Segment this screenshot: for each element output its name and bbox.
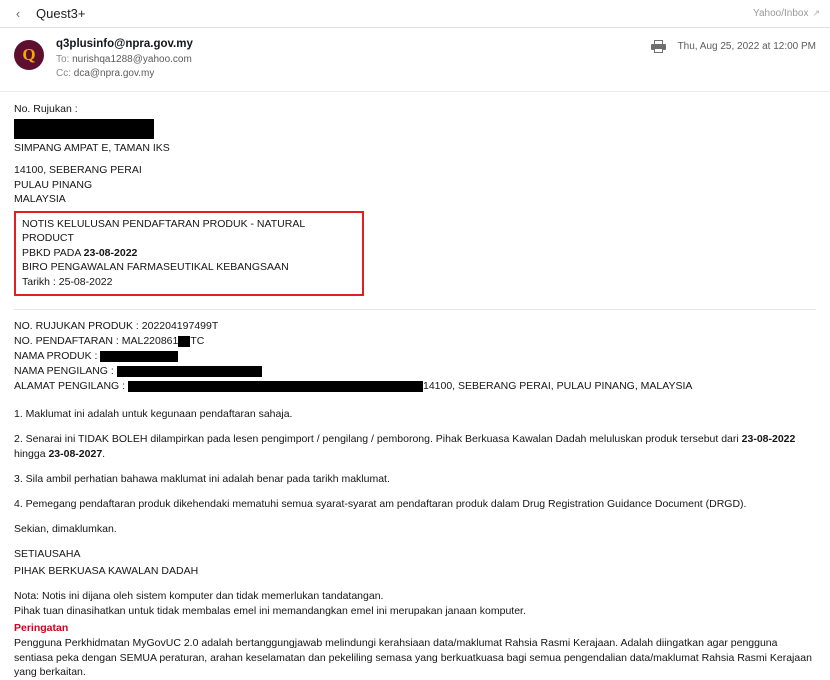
address-line-3: PULAU PINANG [14, 178, 93, 191]
note-line-2: Pihak tuan dinasihatkan untuk tidak membalas emel ini memandangkan emel ini merupakan janaan komputer. [14, 605, 526, 617]
mailbox-label: Yahoo/Inbox [753, 8, 809, 19]
paragraph-4: 4. Pemegang pendaftaran produk dikehendaki mematuhi semua syarat-syarat am pendaftaran produk dalam Drug Registration Guidance Document (DRGD). [14, 498, 747, 510]
notice-line-3: BIRO PENGAWALAN FARMASEUTIKAL KEBANGSAAN [22, 261, 289, 273]
paragraph-2-date-to: 23-08-2027 [48, 448, 103, 460]
detail-label-registration-no: NO. PENDAFTARAN : [14, 335, 122, 347]
redacted-registration-no [178, 336, 190, 347]
detail-row-product-ref [14, 319, 816, 334]
signature-line-1: SETIAUSAHA [14, 548, 81, 560]
header-actions [651, 40, 816, 53]
paragraph-2 [14, 432, 816, 462]
paragraph-2-mid: hingga [14, 448, 49, 460]
paragraph-1: 1. Maklumat ini adalah untuk kegunaan pendaftaran sahaja. [14, 408, 293, 420]
detail-row-manufacturer-address [14, 379, 816, 394]
notice-line-2-prefix: PBKD PADA [22, 246, 84, 259]
address-line-1: SIMPANG AMPAT E, TAMAN IKS [14, 141, 170, 154]
avatar-letter: Q [22, 45, 36, 64]
paragraph-2-post: . [102, 448, 106, 460]
detail-label-manufacturer-address: ALAMAT PENGILANG : [14, 380, 128, 392]
avatar [14, 40, 44, 70]
mailbox-indicator [753, 8, 820, 19]
cc-label: Cc: [56, 68, 71, 79]
sender-block [56, 38, 193, 81]
signature-line-2: PIHAK BERKUASA KAWALAN DADAH [14, 565, 199, 577]
message-body [0, 92, 830, 680]
detail-value-registration-no: MAL220861 [121, 335, 179, 347]
divider [14, 309, 816, 310]
address-line-2: 14100, SEBERANG PERAI [14, 164, 142, 176]
detail-label-product-ref: NO. RUJUKAN PRODUK : [14, 320, 142, 332]
detail-value-product-ref: 202204197499T [141, 320, 219, 332]
detail-row-manufacturer-name [14, 364, 816, 379]
reference-label: No. Rujukan : [14, 103, 78, 115]
message-timestamp: Thu, Aug 25, 2022 at 12:00 PM [677, 41, 816, 52]
top-bar [0, 0, 830, 28]
to-label: To: [56, 54, 70, 65]
notice-line-2-date: 23-08-2022 [83, 246, 138, 259]
redacted-manufacturer-name [117, 366, 262, 377]
warning-text: Pengguna Perkhidmatan MyGovUC 2.0 adalah bertanggungjawab melindungi kerahsiaan data/maklumat Rahsia Rasmi Kerajaan. Adalah diingatkan agar pengguna sentiasa peka dengan SEMUA peraturan, arahan keselamatan dan pekeliling semasa yang berkuatkuasa bagi semua pengendalian data/maklumat Rahsia Rasmi Kerajaan yang berkaitan. [14, 637, 812, 678]
redacted-manufacturer-address [128, 381, 423, 392]
detail-label-product-name: NAMA PRODUK : [14, 350, 101, 362]
warning-title: Peringatan [14, 622, 69, 634]
note-line-1: Nota: Notis ini dijana oleh sistem komputer dan tidak memerlukan tandatangan. [14, 590, 384, 602]
cc-value: dca@npra.gov.my [73, 68, 155, 79]
to-value: nurishqa1288@yahoo.com [72, 54, 192, 65]
detail-row-product-name [14, 349, 816, 364]
paragraph-2-date-from: 23-08-2022 [741, 433, 796, 445]
page-title: Quest3+ [36, 6, 86, 21]
detail-value-manufacturer-address-tail: 14100, SEBERANG PERAI, PULAU PINANG, MALAYSIA [422, 380, 693, 392]
notice-line-2 [22, 246, 356, 261]
approval-notice-box [14, 211, 364, 297]
to-line [56, 53, 193, 67]
message-header [0, 28, 830, 92]
detail-label-manufacturer-name: NAMA PENGILANG : [14, 365, 117, 377]
detail-row-registration-no [14, 334, 816, 349]
notice-line-1: NOTIS KELULUSAN PENDAFTARAN PRODUK - NATURAL PRODUCT [22, 217, 305, 244]
detail-value-registration-suffix: TC [190, 335, 205, 347]
address-line-4: MALAYSIA [14, 193, 66, 205]
notice-line-4: Tarikh : 25-08-2022 [22, 275, 113, 288]
sender-address: q3plusinfo@npra.gov.my [56, 38, 193, 50]
redacted-product-name [100, 351, 178, 362]
external-link-icon[interactable]: ↗ [812, 8, 820, 18]
paragraph-3: 3. Sila ambil perhatian bahawa maklumat ini adalah benar pada tarikh maklumat. [14, 473, 390, 485]
closing-line: Sekian, dimaklumkan. [14, 523, 117, 535]
paragraph-2-pre: 2. Senarai ini TIDAK BOLEH dilampirkan pada lesen pengimport / pengilang / pemborong. Pihak Berkuasa Kawalan Dadah meluluskan produk tersebut dari [14, 433, 742, 445]
redacted-reference [14, 119, 154, 139]
cc-line [56, 67, 193, 81]
back-arrow-icon[interactable]: ‹ [15, 5, 21, 21]
printer-icon[interactable] [651, 40, 666, 53]
